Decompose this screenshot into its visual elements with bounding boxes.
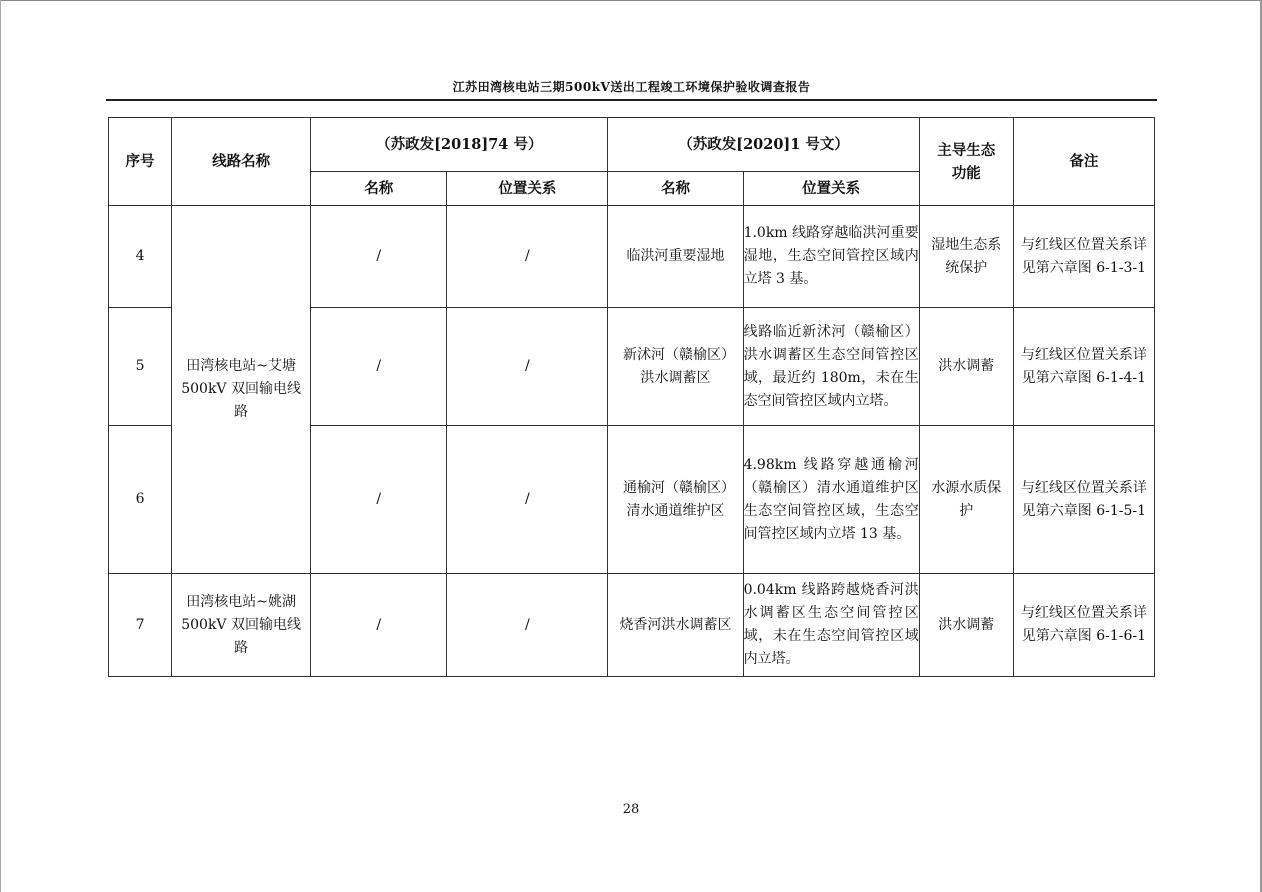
cell-function [919, 574, 1013, 677]
position-2020-text: 1.0km 线路穿越临洪河重要湿地，生态空间管控区域内立塔 3 基。 [743, 225, 919, 287]
cell-position-2020 [743, 308, 919, 426]
table-row [109, 574, 1155, 677]
cell-position-2020 [743, 426, 919, 574]
document-header-title: 江苏田湾核电站三期500kV送出工程竣工环境保护验收调查报告 [452, 80, 811, 94]
cell-line-name [172, 206, 311, 574]
header-rule [106, 99, 1157, 101]
header-main-function-label: 主导生态功能 [937, 141, 996, 182]
header-group-2020: （苏政发[2020]1 号文） [608, 118, 919, 172]
name-2020-text: 通榆河（赣榆区）清水通道维护区 [623, 479, 728, 519]
cell-position-2020 [743, 206, 919, 308]
cell-note [1013, 308, 1154, 426]
cell-seq: 7 [109, 574, 172, 677]
cell-name-2020 [608, 308, 743, 426]
subheader-name-2020: 名称 [608, 172, 743, 206]
function-text: 洪水调蓄 [938, 358, 995, 374]
page-frame-top [0, 0, 1262, 1]
table-row [109, 206, 1155, 308]
note-text: 与红线区位置关系详见第六章图 6-1-3-1 [1020, 236, 1147, 276]
name-2020-text: 临洪河重要湿地 [626, 248, 725, 264]
cell-position-2020 [743, 574, 919, 677]
header-group-2018: （苏政发[2018]74 号） [311, 118, 608, 172]
header-seq: 序号 [109, 118, 172, 206]
cell-name-2018: / [311, 426, 447, 574]
cell-seq: 6 [109, 426, 172, 574]
position-2020-text: 0.04km 线路跨越烧香河洪水调蓄区生态空间管控区域，未在生态空间管控区域内立塔。 [743, 582, 919, 667]
header-main-function [919, 118, 1013, 206]
page-number: 28 [622, 802, 640, 817]
ecological-zone-table [108, 117, 1155, 677]
subheader-position-2020: 位置关系 [743, 172, 919, 206]
cell-seq: 4 [109, 206, 172, 308]
header-note: 备注 [1013, 118, 1154, 206]
position-2020-text: 4.98km 线路穿越通榆河（赣榆区）清水通道维护区生态空间管控区域，生态空间管控区域内立塔 13 基。 [743, 456, 919, 542]
position-2020-text: 线路临近新沭河（赣榆区）洪水调蓄区生态空间管控区域，最近约 180m，未在生态空间管控区域内立塔。 [743, 323, 919, 409]
function-text: 湿地生态系统保护 [931, 236, 1002, 276]
note-text: 与红线区位置关系详见第六章图 6-1-6-1 [1020, 605, 1147, 644]
cell-function [919, 206, 1013, 308]
name-2020-text: 新沭河（赣榆区）洪水调蓄区 [623, 346, 728, 386]
cell-note [1013, 574, 1154, 677]
cell-note [1013, 426, 1154, 574]
cell-name-2020 [608, 574, 743, 677]
function-text: 水源水质保护 [931, 479, 1002, 519]
cell-position-2018: / [447, 308, 608, 426]
cell-position-2018: / [447, 574, 608, 677]
cell-name-2018: / [311, 206, 447, 308]
function-text: 洪水调蓄 [938, 616, 995, 633]
cell-name-2020 [608, 206, 743, 308]
cell-function [919, 426, 1013, 574]
header-line-name: 线路名称 [172, 118, 311, 206]
name-2020-text: 烧香河洪水调蓄区 [619, 616, 732, 633]
cell-position-2018: / [447, 206, 608, 308]
cell-seq: 5 [109, 308, 172, 426]
cell-line-name [172, 574, 311, 677]
note-text: 与红线区位置关系详见第六章图 6-1-5-1 [1020, 479, 1147, 519]
line-name-text: 田湾核电站~姚湖500kV 双回输电线路 [181, 593, 301, 656]
subheader-position-2018: 位置关系 [447, 172, 608, 206]
cell-name-2018: / [311, 574, 447, 677]
page-frame-left [0, 0, 1, 892]
cell-name-2018: / [311, 308, 447, 426]
cell-position-2018: / [447, 426, 608, 574]
cell-name-2020 [608, 426, 743, 574]
line-name-text: 田湾核电站~艾塘500kV 双回输电线路 [181, 358, 301, 420]
subheader-name-2018: 名称 [311, 172, 447, 206]
cell-function [919, 308, 1013, 426]
cell-note [1013, 206, 1154, 308]
note-text: 与红线区位置关系详见第六章图 6-1-4-1 [1020, 346, 1147, 386]
